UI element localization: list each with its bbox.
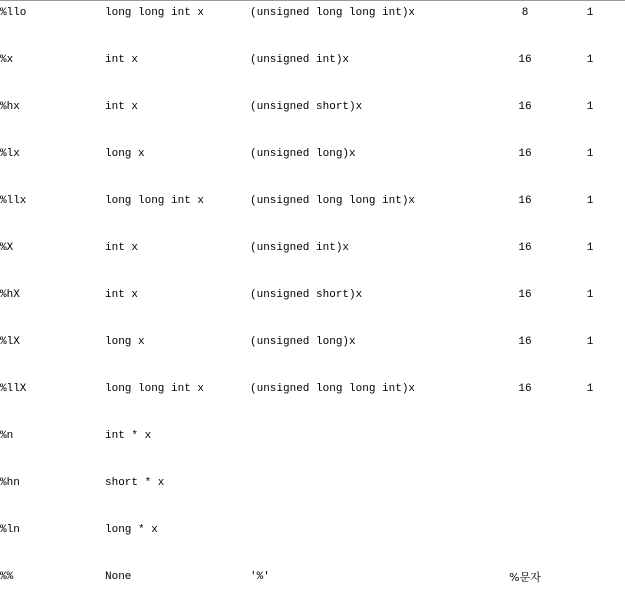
cell-spec: %hn: [0, 477, 20, 489]
cell-count: [555, 423, 625, 430]
cell-argument: int x: [105, 54, 139, 66]
cell-count: 1: [586, 242, 594, 254]
cell-spec: %hx: [0, 101, 20, 113]
cell-argument: long x: [105, 336, 145, 348]
cell-spec: %lX: [0, 336, 20, 348]
cell-argument: int x: [105, 242, 139, 254]
cell-conversion: (unsigned short)x: [250, 289, 363, 301]
cell-count: 1: [586, 336, 594, 348]
cell-base: [495, 423, 555, 430]
cell-base: 8: [521, 7, 529, 19]
cell-conversion: (unsigned long long int)x: [250, 7, 416, 19]
cell-count: 1: [586, 195, 594, 207]
table-row: [0, 517, 625, 564]
top-divider: [0, 0, 625, 1]
cell-argument: None: [105, 571, 132, 583]
cell-spec: %n: [0, 430, 14, 442]
cell-argument: long long int x: [105, 383, 205, 395]
cell-spec: %ln: [0, 524, 20, 536]
cell-argument: long long int x: [105, 7, 205, 19]
cell-conversion: [250, 470, 495, 477]
table-row: [0, 141, 625, 188]
cell-conversion: (unsigned long)x: [250, 148, 356, 160]
table-row: [0, 564, 625, 611]
cell-argument: long * x: [105, 524, 158, 536]
cell-count: 1: [586, 289, 594, 301]
cell-spec: %hX: [0, 289, 20, 301]
cell-base: %문자: [509, 571, 541, 584]
cell-base: 16: [518, 289, 532, 301]
table-row: [0, 376, 625, 423]
cell-argument: short * x: [105, 477, 165, 489]
table-row: [0, 47, 625, 94]
table-row: [0, 94, 625, 141]
cell-base: 16: [518, 54, 532, 66]
table-row: [0, 470, 625, 517]
cell-conversion: (unsigned int)x: [250, 54, 350, 66]
cell-conversion: (unsigned long long int)x: [250, 383, 416, 395]
cell-spec: %llo: [0, 7, 27, 19]
table-row: [0, 0, 625, 47]
cell-base: 16: [518, 101, 532, 113]
table-row: [0, 235, 625, 282]
table-row: [0, 423, 625, 470]
cell-spec: %llX: [0, 383, 27, 395]
cell-count: 1: [586, 383, 594, 395]
cell-conversion: (unsigned int)x: [250, 242, 350, 254]
cell-base: 16: [518, 148, 532, 160]
cell-base: [495, 517, 555, 524]
cell-argument: int x: [105, 289, 139, 301]
cell-spec: %%: [0, 571, 14, 583]
cell-base: [495, 470, 555, 477]
cell-argument: long x: [105, 148, 145, 160]
cell-spec: %lx: [0, 148, 20, 160]
cell-base: 16: [518, 336, 532, 348]
cell-argument: int x: [105, 101, 139, 113]
cell-conversion: (unsigned long)x: [250, 336, 356, 348]
cell-spec: %x: [0, 54, 14, 66]
table-row: [0, 329, 625, 376]
cell-conversion: [250, 423, 495, 430]
cell-base: 16: [518, 242, 532, 254]
cell-argument: int * x: [105, 430, 152, 442]
cell-spec: %X: [0, 242, 14, 254]
cell-argument: long long int x: [105, 195, 205, 207]
table-row: [0, 282, 625, 329]
table-row: [0, 188, 625, 235]
cell-count: 1: [586, 148, 594, 160]
cell-conversion: (unsigned long long int)x: [250, 195, 416, 207]
cell-conversion: [250, 517, 495, 524]
cell-count: 1: [586, 101, 594, 113]
cell-count: [555, 564, 625, 571]
cell-base: 16: [518, 195, 532, 207]
cell-conversion: '%': [250, 571, 270, 583]
cell-count: 1: [586, 7, 594, 19]
cell-spec: %llx: [0, 195, 27, 207]
cell-count: [555, 517, 625, 524]
cell-base: 16: [518, 383, 532, 395]
cell-count: 1: [586, 54, 594, 66]
cell-count: [555, 470, 625, 477]
cell-conversion: (unsigned short)x: [250, 101, 363, 113]
